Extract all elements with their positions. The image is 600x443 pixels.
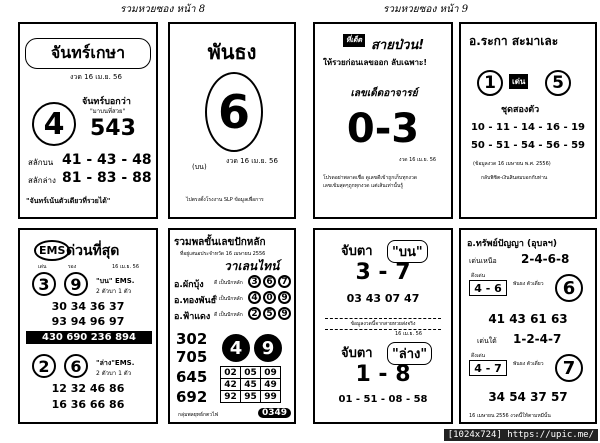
panel-jantra-footer: "จันทร์เน้นตัวเดียวที่รวยได้" — [26, 197, 111, 205]
panel-valentine-n3b-val: 5 — [266, 308, 273, 319]
panel-ems-rowB: 93 94 96 97 — [51, 315, 125, 328]
panel-jabta-t1b: "บน" — [387, 240, 428, 263]
panel-valentine-k1-val: 4 — [229, 337, 243, 359]
panel-valentine-k1 — [222, 334, 250, 362]
panel-phanthong-big-circle — [205, 72, 263, 152]
grid-cell: 92 — [221, 391, 241, 403]
panel-ems-bon: "บน" EMS. — [96, 277, 135, 285]
panel-ems-date: 16 เม.ย. 56 — [112, 264, 140, 270]
panel-raka-lead-l-val: 1 — [484, 73, 496, 93]
panel-saipuan-banner: เลขเด็ดอาจารย์ — [350, 88, 418, 99]
panel-valentine-brand: วาเลนไทน์ — [224, 259, 280, 273]
panel-jantra-big-circle — [32, 102, 76, 146]
panel-jantra-l2-label: สลักล่าง — [28, 176, 56, 185]
panel-subpanya-mid1: พันธง ตัวเดี่ยว — [513, 281, 544, 287]
panel-valentine-n3c-val: 9 — [281, 308, 288, 319]
panel-valentine-n3a — [248, 307, 261, 320]
panel-jabta-t1: จับตา — [341, 244, 373, 259]
panel-phanthong-footer: ไปตรงตั้งโรงงาน SLP ข้อมูลเพื่อการ — [186, 197, 264, 203]
grid-cell: 42 — [221, 379, 241, 391]
panel-jabta-t2b: "ล่าง" — [387, 342, 432, 365]
watermark: [1024x724] https://upic.me/ — [444, 429, 598, 441]
panel-valentine-n2a-val: 4 — [251, 292, 258, 303]
grid-cell: 05 — [241, 367, 261, 379]
panel-valentine-k2-val: 9 — [261, 337, 275, 359]
panel-raka-note: (ข้อมูลงวด 16 เมษายน พ.ศ. 2556) — [473, 161, 551, 167]
panel-ems-c2-val: 9 — [70, 274, 82, 294]
grid-cell: 99 — [261, 391, 281, 403]
panel-subpanya-footer: 16 เมษายน 2556 งวดนี้ให้ตามหมีนั้น — [469, 413, 551, 419]
panel-valentine-n3b — [263, 307, 276, 320]
panel-valentine-n2c-val: 9 — [281, 292, 288, 303]
grid-cell: 02 — [221, 367, 241, 379]
panel-ems-rowD: 16 36 66 86 — [51, 398, 125, 411]
panel-valentine-n3a-val: 2 — [251, 308, 258, 319]
panel-jantra-l2: 81 - 83 - 88 — [62, 170, 152, 186]
panel-subpanya-c2-val: 7 — [562, 357, 576, 379]
panel-jabta — [313, 228, 453, 424]
panel-subpanya-box1-lbl: ดึงเด่น — [471, 273, 486, 279]
panel-subpanya — [459, 228, 597, 424]
panel-phanthong-big: 6 — [217, 85, 250, 139]
panel-subpanya-box2-lbl: ดึงเด่น — [471, 353, 486, 359]
panel-ems — [18, 228, 158, 424]
panel-ems-top-r: รอง — [68, 264, 77, 270]
panel-valentine-n1s: ดี เป็นปักหลัก — [214, 280, 243, 286]
panel-valentine-left4: 692 — [176, 388, 208, 406]
panel-valentine-n3: อ.ฟ้าแดง — [174, 312, 211, 322]
panel-jabta-big2: 1 - 8 — [355, 362, 411, 387]
panel-valentine-title: รวมพลขั้นเลขปักหลัก — [174, 237, 266, 248]
panel-subpanya-box2 — [469, 360, 507, 376]
panel-raka-lead-r — [545, 70, 571, 96]
panel-jabta-big1: 3 - 7 — [355, 260, 411, 285]
grid-cell: 95 — [241, 391, 261, 403]
panel-subpanya-mid2: พันธง ตัวเดี่ยว — [513, 361, 544, 367]
panel-subpanya-box1-val: 4 - 6 — [474, 281, 502, 295]
panel-saipuan-big: 0-3 — [346, 106, 420, 152]
panel-valentine-sub: ที่อยู่เสนอประจำหวัด 16 เมษายน 2556 — [180, 251, 266, 257]
panel-subpanya-lab2: เด่นใต้ — [477, 337, 497, 345]
panel-jantra-note1: จันทร์บอกว่า — [82, 97, 131, 107]
right-page — [303, 0, 600, 443]
panel-valentine-left3: 645 — [176, 368, 208, 386]
panel-ems-rowA: 30 34 36 37 — [51, 300, 125, 313]
panel-raka-title: อ.ระกา สะมาเละ — [469, 34, 559, 48]
panel-raka-r1: 10 - 11 - 14 - 16 - 19 — [470, 122, 586, 133]
panel-saipuan — [313, 22, 453, 219]
panel-subpanya-row2: 34 54 37 57 — [488, 390, 568, 404]
panel-jabta-mid: ข้อมูลงวดนี้จากสายหวยส่งจริง — [325, 318, 441, 330]
panel-jabta-date: 16 เม.ย. 56 — [395, 331, 423, 337]
panel-jantra-note2: "มาบนที่สวย" — [90, 108, 126, 115]
panel-valentine-tag: 0349 — [258, 408, 291, 418]
panel-valentine-n3c — [278, 307, 291, 320]
panel-valentine-footer: กลุ่มพลยุทธ์กตวไฟ — [178, 412, 219, 418]
panel-subpanya-top-label: เด่นเหนือ — [469, 257, 497, 265]
panel-saipuan-f1: โปรดอย่าพลาดเชื่อ ดูเลขดีเข้าถูกเก็บทุกงวด — [323, 175, 418, 181]
panel-ems-c3 — [32, 354, 56, 378]
panel-jantra — [18, 22, 158, 219]
panel-valentine-grid — [220, 366, 281, 403]
panel-subpanya-c2 — [555, 354, 583, 382]
panel-ems-bon2: 2 ตัวบา 1 ตัว — [96, 288, 132, 295]
panel-phanthong-date: งวด 16 เม.ย. 56 — [226, 157, 278, 165]
panel-valentine-n2s: ดี เป็นปักหลัก — [214, 296, 243, 302]
panel-ems-c3-val: 2 — [38, 356, 50, 376]
panel-jabta-t2: จับตา — [341, 346, 373, 361]
panel-ems-lang2: 2 ตัวบา 1 ตัว — [96, 370, 132, 377]
panel-subpanya-c1-val: 6 — [562, 277, 576, 299]
panel-valentine-n1c-val: 7 — [281, 276, 288, 287]
panel-jantra-l1-label: สลักบน — [28, 158, 54, 167]
grid-cell: 09 — [261, 367, 281, 379]
panel-valentine-n2b-val: 0 — [266, 292, 273, 303]
panel-valentine-n3s: ดี เป็นปักหลัก — [214, 312, 243, 318]
panel-raka-r2: 50 - 51 - 54 - 56 - 59 — [470, 140, 586, 151]
panel-valentine-n2c — [278, 291, 291, 304]
panel-jabta-row1: 03 43 07 47 — [346, 292, 420, 305]
panel-ems-c4-val: 6 — [70, 356, 82, 376]
panel-subpanya-box2-val: 4 - 7 — [474, 361, 502, 375]
panel-valentine-left2: 705 — [176, 348, 208, 366]
panel-subpanya-title: อ.ทรัพย์ปัญญา (อุบลฯ) — [467, 239, 557, 249]
panel-jabta-row2: 01 - 51 - 08 - 58 — [338, 394, 428, 405]
panel-raka-set: ชุดสองตัว — [501, 105, 540, 115]
panel-subpanya-row1: 41 43 61 63 — [488, 312, 568, 326]
panel-ems-top-l: เด่น — [38, 264, 47, 270]
panel-phanthong — [168, 22, 296, 219]
panel-valentine-n1a — [248, 275, 261, 288]
panel-valentine-left1: 302 — [176, 330, 208, 348]
panel-raka-lead-label: เด่น — [509, 74, 528, 89]
panel-raka-footer: กลับพิชิต-เงินสินสมบอกกับท่าน — [481, 175, 548, 181]
panel-raka-lead-r-val: 5 — [552, 73, 564, 93]
panel-valentine-n1b — [263, 275, 276, 288]
panel-saipuan-f2: เลขเข้มสุดๆถูกทุกงวด แต่เส้นเท่านั้นรู้ — [323, 183, 404, 189]
panel-ems-c1 — [32, 272, 56, 296]
panel-saipuan-sub: ให้รวยก่อนเลขออก ลับเฉพาะ! — [323, 58, 427, 67]
panel-jantra-date: งวด 16 เม.ย. 56 — [70, 73, 122, 81]
panel-ems-rowC: 12 32 46 86 — [51, 382, 125, 395]
panel-saipuan-tag: ที่เด็ด — [343, 34, 365, 47]
panel-valentine-n1b-val: 6 — [266, 276, 273, 287]
panel-jantra-title: จันทร์เกษา — [25, 38, 151, 69]
panel-ems-black: 430 690 236 894 — [26, 331, 152, 344]
panel-valentine — [168, 228, 296, 424]
left-page-header: รวมหวยซอง หน้า 8 — [120, 4, 206, 15]
panel-ems-c2 — [64, 272, 88, 296]
panel-valentine-n2: อ.ทองพันธ์ — [174, 296, 217, 306]
panel-subpanya-c1 — [555, 274, 583, 302]
panel-valentine-n2a — [248, 291, 261, 304]
panel-jantra-three: 543 — [90, 116, 136, 141]
panel-saipuan-title: สายป่วน! — [371, 38, 425, 53]
panel-ems-c1-val: 3 — [38, 274, 50, 294]
panel-saipuan-date: งวด 16 เม.ย. 56 — [399, 157, 437, 163]
panel-valentine-n1: อ.ผักบุ้ง — [174, 280, 204, 290]
panel-subpanya-top-val: 2-4-6-8 — [521, 252, 570, 266]
right-page-header: รวมหวยซอง หน้า 9 — [383, 4, 469, 15]
panel-raka — [459, 22, 597, 219]
panel-ems-title: ด่วนที่สุด — [66, 243, 120, 259]
panel-ems-lang: "ล่าง"EMS. — [96, 359, 135, 367]
panel-valentine-k2 — [254, 334, 282, 362]
panel-valentine-n1a-val: 3 — [251, 276, 258, 287]
panel-phanthong-title: พันธง — [207, 40, 257, 64]
panel-phanthong-mark: (บน) — [192, 163, 207, 171]
panel-ems-c4 — [64, 354, 88, 378]
panel-ems-logo: EMS — [34, 240, 70, 261]
panel-subpanya-box1 — [469, 280, 507, 296]
grid-cell: 45 — [241, 379, 261, 391]
panel-valentine-n2b — [263, 291, 276, 304]
grid-cell: 49 — [261, 379, 281, 391]
panel-valentine-n1c — [278, 275, 291, 288]
panel-raka-lead-l — [477, 70, 503, 96]
panel-jantra-l1: 41 - 43 - 48 — [62, 152, 152, 168]
panel-subpanya-val2: 1-2-4-7 — [513, 332, 562, 346]
panel-jantra-big: 4 — [43, 106, 65, 142]
